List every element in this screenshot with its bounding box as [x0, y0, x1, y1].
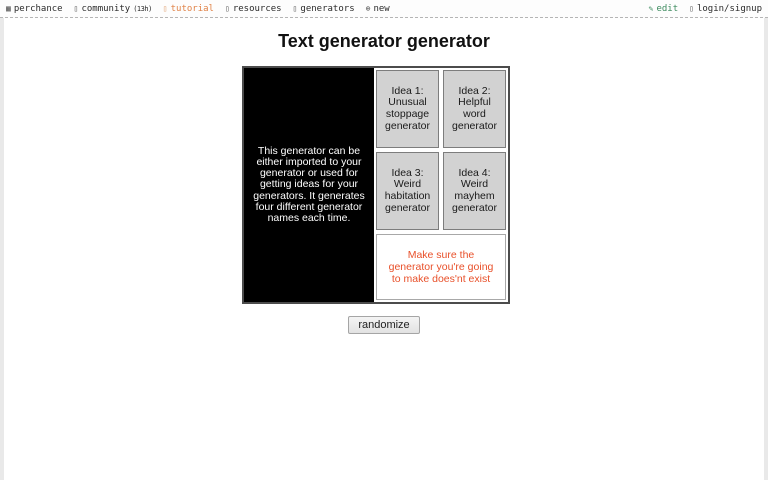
- generator-description-panel: [244, 68, 374, 302]
- generator-output-table: [242, 66, 510, 304]
- nav-item-label: community: [81, 3, 131, 14]
- login-signup-link[interactable]: [689, 4, 762, 14]
- perchance-logo-link[interactable]: [6, 4, 63, 14]
- nav-item-label: new: [373, 3, 390, 14]
- community-icon: ▯: [73, 3, 79, 13]
- perchance-logo-icon: ▦: [6, 3, 11, 13]
- tutorial-icon: ▯: [162, 3, 168, 13]
- idea-cell-4: Idea 4: Weird mayhem generator: [443, 152, 506, 230]
- nav-item-community[interactable]: [74, 4, 152, 14]
- edit-link[interactable]: [649, 4, 679, 14]
- navbar-right: [649, 4, 762, 14]
- perchance-logo-label: perchance: [13, 3, 63, 14]
- edit-pencil-icon: ✎: [648, 3, 654, 13]
- login-signup-label: login/signup: [696, 3, 762, 14]
- randomize-button[interactable]: randomize: [348, 316, 419, 334]
- page-panel: [4, 18, 764, 480]
- edit-label: edit: [656, 3, 679, 14]
- new-plus-icon: ⊕: [365, 3, 371, 13]
- idea-row: [374, 68, 508, 150]
- warning-note: Make sure the generator you're going to make does'nt exist: [376, 234, 506, 300]
- idea-cell-1: Idea 1: Unusual stoppage generator: [376, 70, 439, 148]
- nav-item-tutorial[interactable]: [163, 4, 214, 14]
- page-title: Text generator generator: [278, 31, 490, 51]
- community-count: (13h): [133, 4, 152, 13]
- nav-item-label: generators: [300, 3, 355, 14]
- top-navbar: [0, 0, 768, 18]
- nav-item-label: resources: [232, 3, 282, 14]
- generators-icon: ▯: [292, 3, 298, 13]
- idea-cell-2: Idea 2: Helpful word generator: [443, 70, 506, 148]
- generator-description-text: This generator can be either imported to your generator or used for getting ideas for your generators. It generates four different generator names each time.: [253, 145, 365, 224]
- resources-icon: ▯: [224, 3, 230, 13]
- nav-item-generators[interactable]: [293, 4, 355, 14]
- button-row: [4, 315, 764, 334]
- nav-item-new[interactable]: [366, 4, 390, 14]
- navbar-left: [6, 4, 390, 14]
- idea-row: [374, 150, 508, 232]
- idea-cell-3: Idea 3: Weird habitation generator: [376, 152, 439, 230]
- nav-item-resources[interactable]: [225, 4, 282, 14]
- nav-item-label: tutorial: [170, 3, 214, 14]
- ideas-column: [374, 68, 508, 302]
- lock-icon: ▯: [689, 3, 694, 13]
